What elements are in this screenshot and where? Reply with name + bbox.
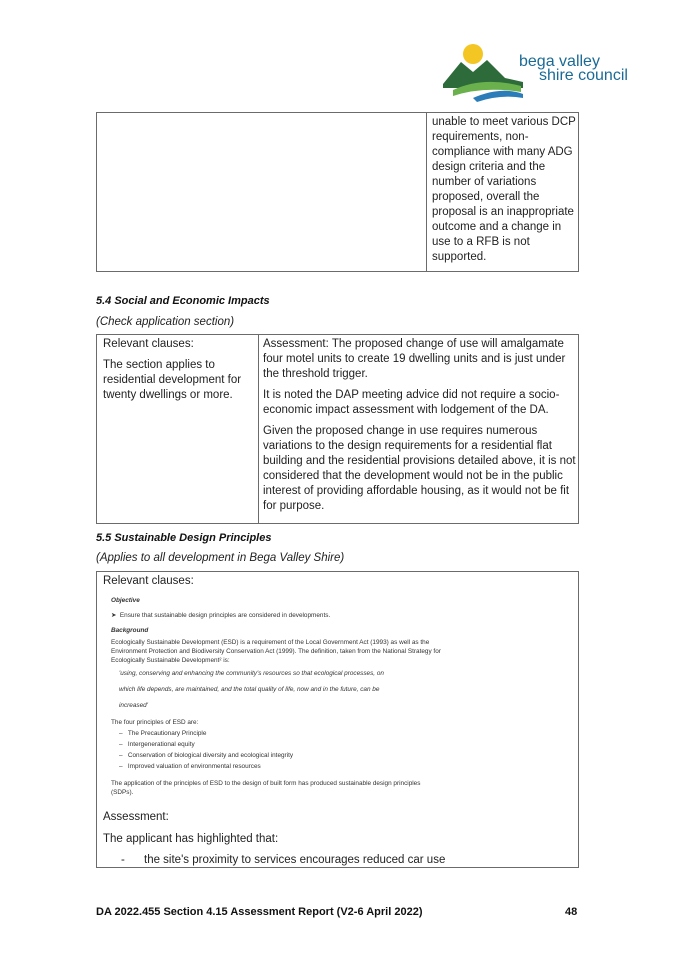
principle-item: – Intergenerational equity [119,741,195,748]
principle-item: – The Precautionary Principle [119,730,207,737]
table-divider [258,335,259,523]
esd-quote-2: which life depends, are maintained, and the total quality of life, now and in the future, can be [119,686,380,693]
logo-graphic [443,42,523,102]
section-5-4-subheading: (Check application section) [96,316,235,328]
logo-line1: bega valley [519,53,600,70]
logo-line2: shire council [539,67,628,84]
sustainable-design-table [96,571,579,868]
assessment-paragraph-1: Assessment: The proposed change of use will amalgamate four motel units to create 19 dwelling units and is just under the threshold trigger. [263,338,566,380]
council-logo [443,40,633,104]
section-5-5-heading: 5.5 Sustainable Design Principles [96,532,272,544]
relevant-clauses-label: Relevant clauses: [103,575,194,587]
arrow-bullet-icon: ➤ [111,612,120,619]
embedded-objective-block [111,596,441,797]
section-5-4-heading: 5.4 Social and Economic Impacts [96,295,270,307]
bullet-item: - the site's proximity to services encourages reduced car use [121,854,446,866]
objective-bullet: ➤ Ensure that sustainable design principles are considered in developments. [111,612,331,619]
esd-quote-1: 'using, conserving and enhancing the community's resources so that ecological processes, on [119,670,384,677]
logo-sun-icon [463,44,483,64]
principle-item: – Conservation of biological diversity and ecological integrity [119,752,294,759]
social-economic-table [96,334,579,524]
continuation-table [96,112,579,272]
background-title: Background [111,627,149,634]
page-number: 48 [565,906,578,918]
footer-title: DA 2022.455 Section 4.15 Assessment Report (V2-6 April 2022) [96,906,423,918]
principles-intro: The four principles of ESD are: [111,719,199,726]
relevant-clauses-text: The section applies to residential development for twenty dwellings or more. [103,359,242,401]
assessment-paragraph-2: It is noted the DAP meeting advice did not require a socio-economic impact assessment with lodgement of the DA. [263,389,560,416]
table-divider [426,113,427,271]
applicant-text: The applicant has highlighted that: [103,833,279,845]
assessment-label: Assessment: [103,811,169,823]
continuation-text: unable to meet various DCP requirements, non-compliance with many ADG design criteria and the number of variations proposed, overall the proposal is an inappropriate outcome and a change in use to a RFB is not supported. [432,116,576,263]
section-5-5-subheading: (Applies to all development in Bega Valley Shire) [96,552,345,564]
background-text: Ecologically Sustainable Development (ESD) is a requirement of the Local Government Act (1993) as well as the Environment Protection and Biodiversity Conservation Act (1999). The definition, taken from the National Strategy for Ecologically Sustainable Development² is: [111,639,441,664]
assessment-cell [263,337,577,514]
assessment-paragraph-3: Given the proposed change in use requires numerous variations to the design requirements for a residential flat building and the residential provisions detailed above, it is not considered that the development would not be in the public interest of providing affordable housing, as it would not be fit for purpose. [263,425,576,512]
application-text: The application of the principles of ESD to the design of built form has produced sustainable design principles (SDPs). [111,780,421,796]
esd-quote-3: increased' [119,702,148,709]
relevant-clauses-label: Relevant clauses: [103,338,194,350]
relevant-clauses-cell [103,337,253,403]
objective-title: Objective [111,597,140,604]
principle-item: – Improved valuation of environmental resources [119,763,261,770]
